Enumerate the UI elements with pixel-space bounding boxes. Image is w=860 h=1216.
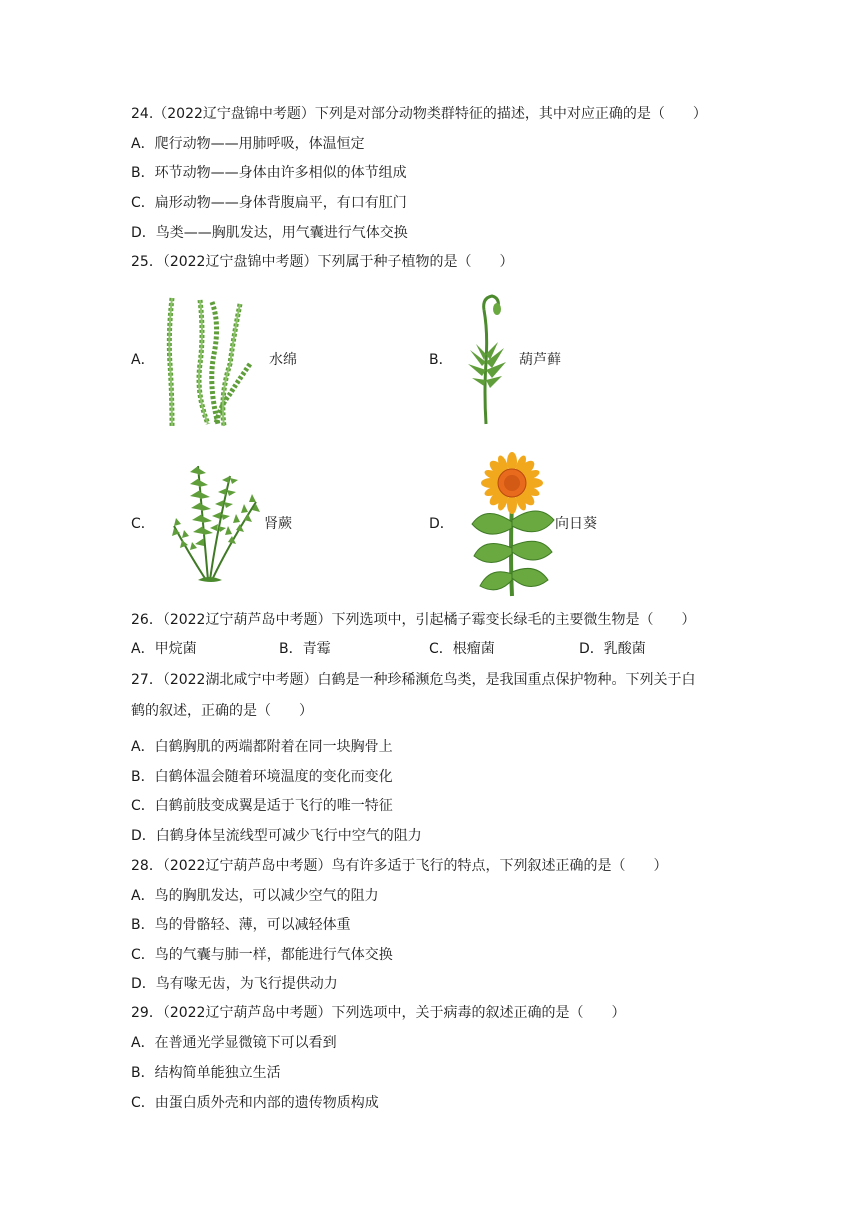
- q24-option-b: B．环节动物——身体由许多相似的体节组成: [131, 165, 407, 181]
- q27-option-c: C．白鹤前肢变成翼是适于飞行的唯一特征: [131, 798, 393, 814]
- q24-option-d: D．鸟类——胸肌发达，用气囊进行气体交换: [131, 225, 408, 241]
- q26-option-d: D．乳酸菌: [579, 641, 646, 657]
- q29-option-c: C．由蛋白质外壳和内部的遗传物质构成: [131, 1095, 379, 1111]
- q25-stem: 25．（2022辽宁盘锦中考题）下列属于种子植物的是（ ）: [131, 254, 514, 270]
- spirogyra-image: [160, 294, 260, 430]
- q26-option-a: A．甲烷菌: [131, 641, 197, 657]
- q26-option-b: B．青霉: [279, 641, 331, 657]
- q25-option-b-label: 葫芦藓: [519, 352, 561, 368]
- q26-stem: 26．（2022辽宁葫芦岛中考题）下列选项中，引起橘子霉变长绿毛的主要微生物是（ ）: [131, 612, 696, 628]
- q25-option-c-label: 肾蕨: [264, 516, 292, 532]
- q28-option-d: D．鸟有喙无齿，为飞行提供动力: [131, 976, 338, 992]
- q29-stem: 29．（2022辽宁葫芦岛中考题）下列选项中，关于病毒的叙述正确的是（ ）: [131, 1005, 626, 1021]
- q28-option-a: A．鸟的胸肌发达，可以减少空气的阻力: [131, 888, 379, 904]
- q27-stem-line2: 鹤的叙述，正确的是（ ）: [131, 703, 313, 719]
- q25-option-c-letter: C．: [131, 516, 155, 532]
- q28-option-b: B．鸟的骨骼轻、薄，可以减轻体重: [131, 917, 351, 933]
- q25-option-a-letter: A．: [131, 352, 155, 368]
- q27-option-d: D．白鹤身体呈流线型可减少飞行中空气的阻力: [131, 828, 422, 844]
- q29-option-b: B．结构简单能独立生活: [131, 1065, 281, 1081]
- moss-image: [464, 292, 510, 428]
- q27-option-b: B．白鹤体温会随着环境温度的变化而变化: [131, 769, 393, 785]
- q25-option-d-label: 向日葵: [555, 516, 597, 532]
- q29-option-a: A．在普通光学显微镜下可以看到: [131, 1035, 337, 1051]
- q27-option-a: A．白鹤胸肌的两端都附着在同一块胸骨上: [131, 739, 393, 755]
- q25-option-b-letter: B．: [429, 352, 453, 368]
- sunflower-image: [466, 452, 558, 598]
- q25-option-a-label: 水绵: [269, 352, 297, 368]
- q28-option-c: C．鸟的气囊与肺一样，都能进行气体交换: [131, 947, 393, 963]
- q28-stem: 28．（2022辽宁葫芦岛中考题）鸟有许多适于飞行的特点，下列叙述正确的是（ ）: [131, 858, 668, 874]
- q24-stem: 24.（2022辽宁盘锦中考题）下列是对部分动物类群特征的描述，其中对应正确的是（ ）: [131, 106, 707, 122]
- fern-image: [168, 456, 264, 586]
- q26-options: [131, 639, 731, 659]
- q27-stem-line1: 27．（2022湖北咸宁中考题）白鹤是一种珍稀濒危鸟类，是我国重点保护物种。下列关于白: [131, 672, 696, 688]
- q26-option-c: C．根瘤菌: [429, 641, 495, 657]
- q25-option-d-letter: D．: [429, 516, 454, 532]
- q24-option-a: A．爬行动物——用肺呼吸，体温恒定: [131, 136, 365, 152]
- q24-option-c: C．扁形动物——身体背腹扁平，有口有肛门: [131, 195, 407, 211]
